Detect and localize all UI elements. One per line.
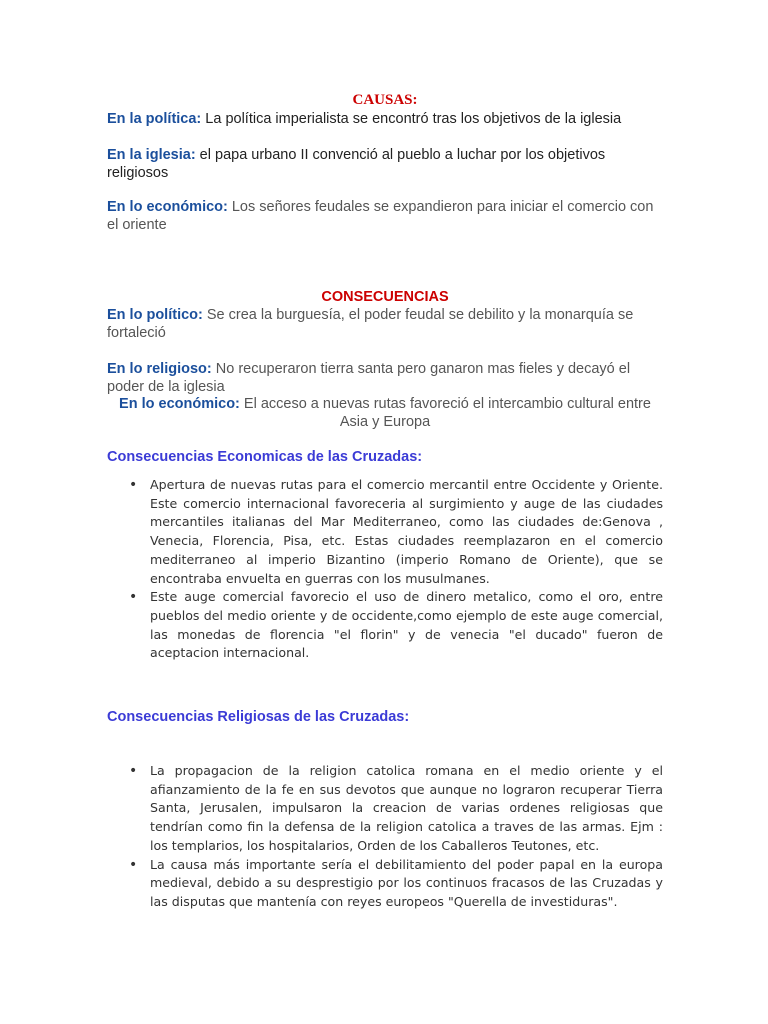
consecuencia-religioso-text: No recuperaron tierra santa pero ganaron mas fieles y decayó el poder de la iglesia: [107, 361, 631, 395]
causa-iglesia-text: el papa urbano II convenció al pueblo a luchar por los objetivos religiosos: [107, 147, 606, 181]
causa-iglesia-label: En la iglesia:: [107, 147, 196, 163]
causa-politica: [107, 110, 663, 128]
economicas-heading: Consecuencias Economicas de las Cruzadas:: [107, 449, 423, 465]
consecuencias-title: CONSECUENCIAS: [321, 289, 449, 305]
economicas-list: [129, 476, 663, 663]
consecuencia-politico: [107, 306, 663, 342]
causa-economico-text: Los señores feudales se expandieron para iniciar el comercio con el oriente: [107, 199, 654, 233]
list-item: [129, 476, 663, 588]
causa-politica-text: La política imperialista se encontró tras los objetivos de la iglesia: [201, 111, 622, 127]
bullet-icon: •: [129, 856, 138, 873]
economicas-bullet-2: Este auge comercial favorecio el uso de dinero metalico, como el oro, entre pueblos del medio oriente y de occidente,como ejemplo de este auge comercial, las monedas de florencia "el florin" y de venecia "el ducado" fueron de aceptacion internacional.: [150, 589, 663, 661]
bullet-icon: •: [129, 763, 138, 779]
consecuencia-economico: [107, 395, 663, 431]
religiosas-bullet-2: La causa más importante sería el debilitamiento del poder papal en la europa medieval, debido a su desprestigio por los continuos fracasos de las Cruzadas y las disputas que mantenía con reyes europeos "Querella de investiduras".: [150, 856, 663, 909]
causa-politica-label: En la política:: [107, 111, 202, 127]
causa-iglesia: [107, 146, 663, 182]
religiosas-list: [129, 762, 663, 912]
economicas-bullet-1: Apertura de nuevas rutas para el comercio mercantil entre Occidente y Oriente. Este comercio internacional favoreceria al surgimiento y auge de las ciudades mercantiles italianas del Mar Mediterraneo, como las ciudades de:Genova , Venecia, Florencia, Pisa, etc. Estas ciudades reemplazaron en el comercio mediterraneo al imperio Bizantino (imperio Romano de Oriente), que se encontraba envuelta en guerras con los musulmanes.: [150, 477, 663, 586]
consecuencia-religioso-label: En lo religioso:: [107, 361, 212, 377]
list-item: [129, 588, 663, 663]
causas-title: CAUSAS:: [352, 92, 418, 108]
consecuencia-politico-label: En lo político:: [107, 307, 203, 323]
list-item: [129, 762, 663, 856]
consecuencia-economico-text: El acceso a nuevas rutas favoreció el intercambio cultural entre Asia y Europa: [239, 396, 651, 430]
religiosas-heading: Consecuencias Religiosas de las Cruzadas:: [107, 709, 410, 725]
causa-economico: [107, 198, 663, 234]
list-item: [129, 856, 663, 912]
consecuencia-economico-label: En lo económico:: [119, 396, 240, 412]
consecuencia-religioso: [107, 360, 663, 396]
causa-economico-label: En lo económico:: [107, 199, 228, 215]
bullet-icon: •: [129, 589, 138, 606]
bullet-icon: •: [129, 477, 138, 493]
religiosas-bullet-1: La propagacion de la religion catolica romana en el medio oriente y el afianzamiento de la fe en sus devotos que aunque no lograron recuperar Tierra Santa, Jerusalen, impulsaron la creacion de varias ordenes religiosas que tendrían como fin la defensa de la religion catolica a traves de las armas. Ejm : los templarios, los hospitalarios, Orden de los Caballeros Teutones, etc.: [150, 763, 663, 853]
consecuencia-politico-text: Se crea la burguesía, el poder feudal se debilito y la monarquía se fortaleció: [107, 307, 634, 341]
